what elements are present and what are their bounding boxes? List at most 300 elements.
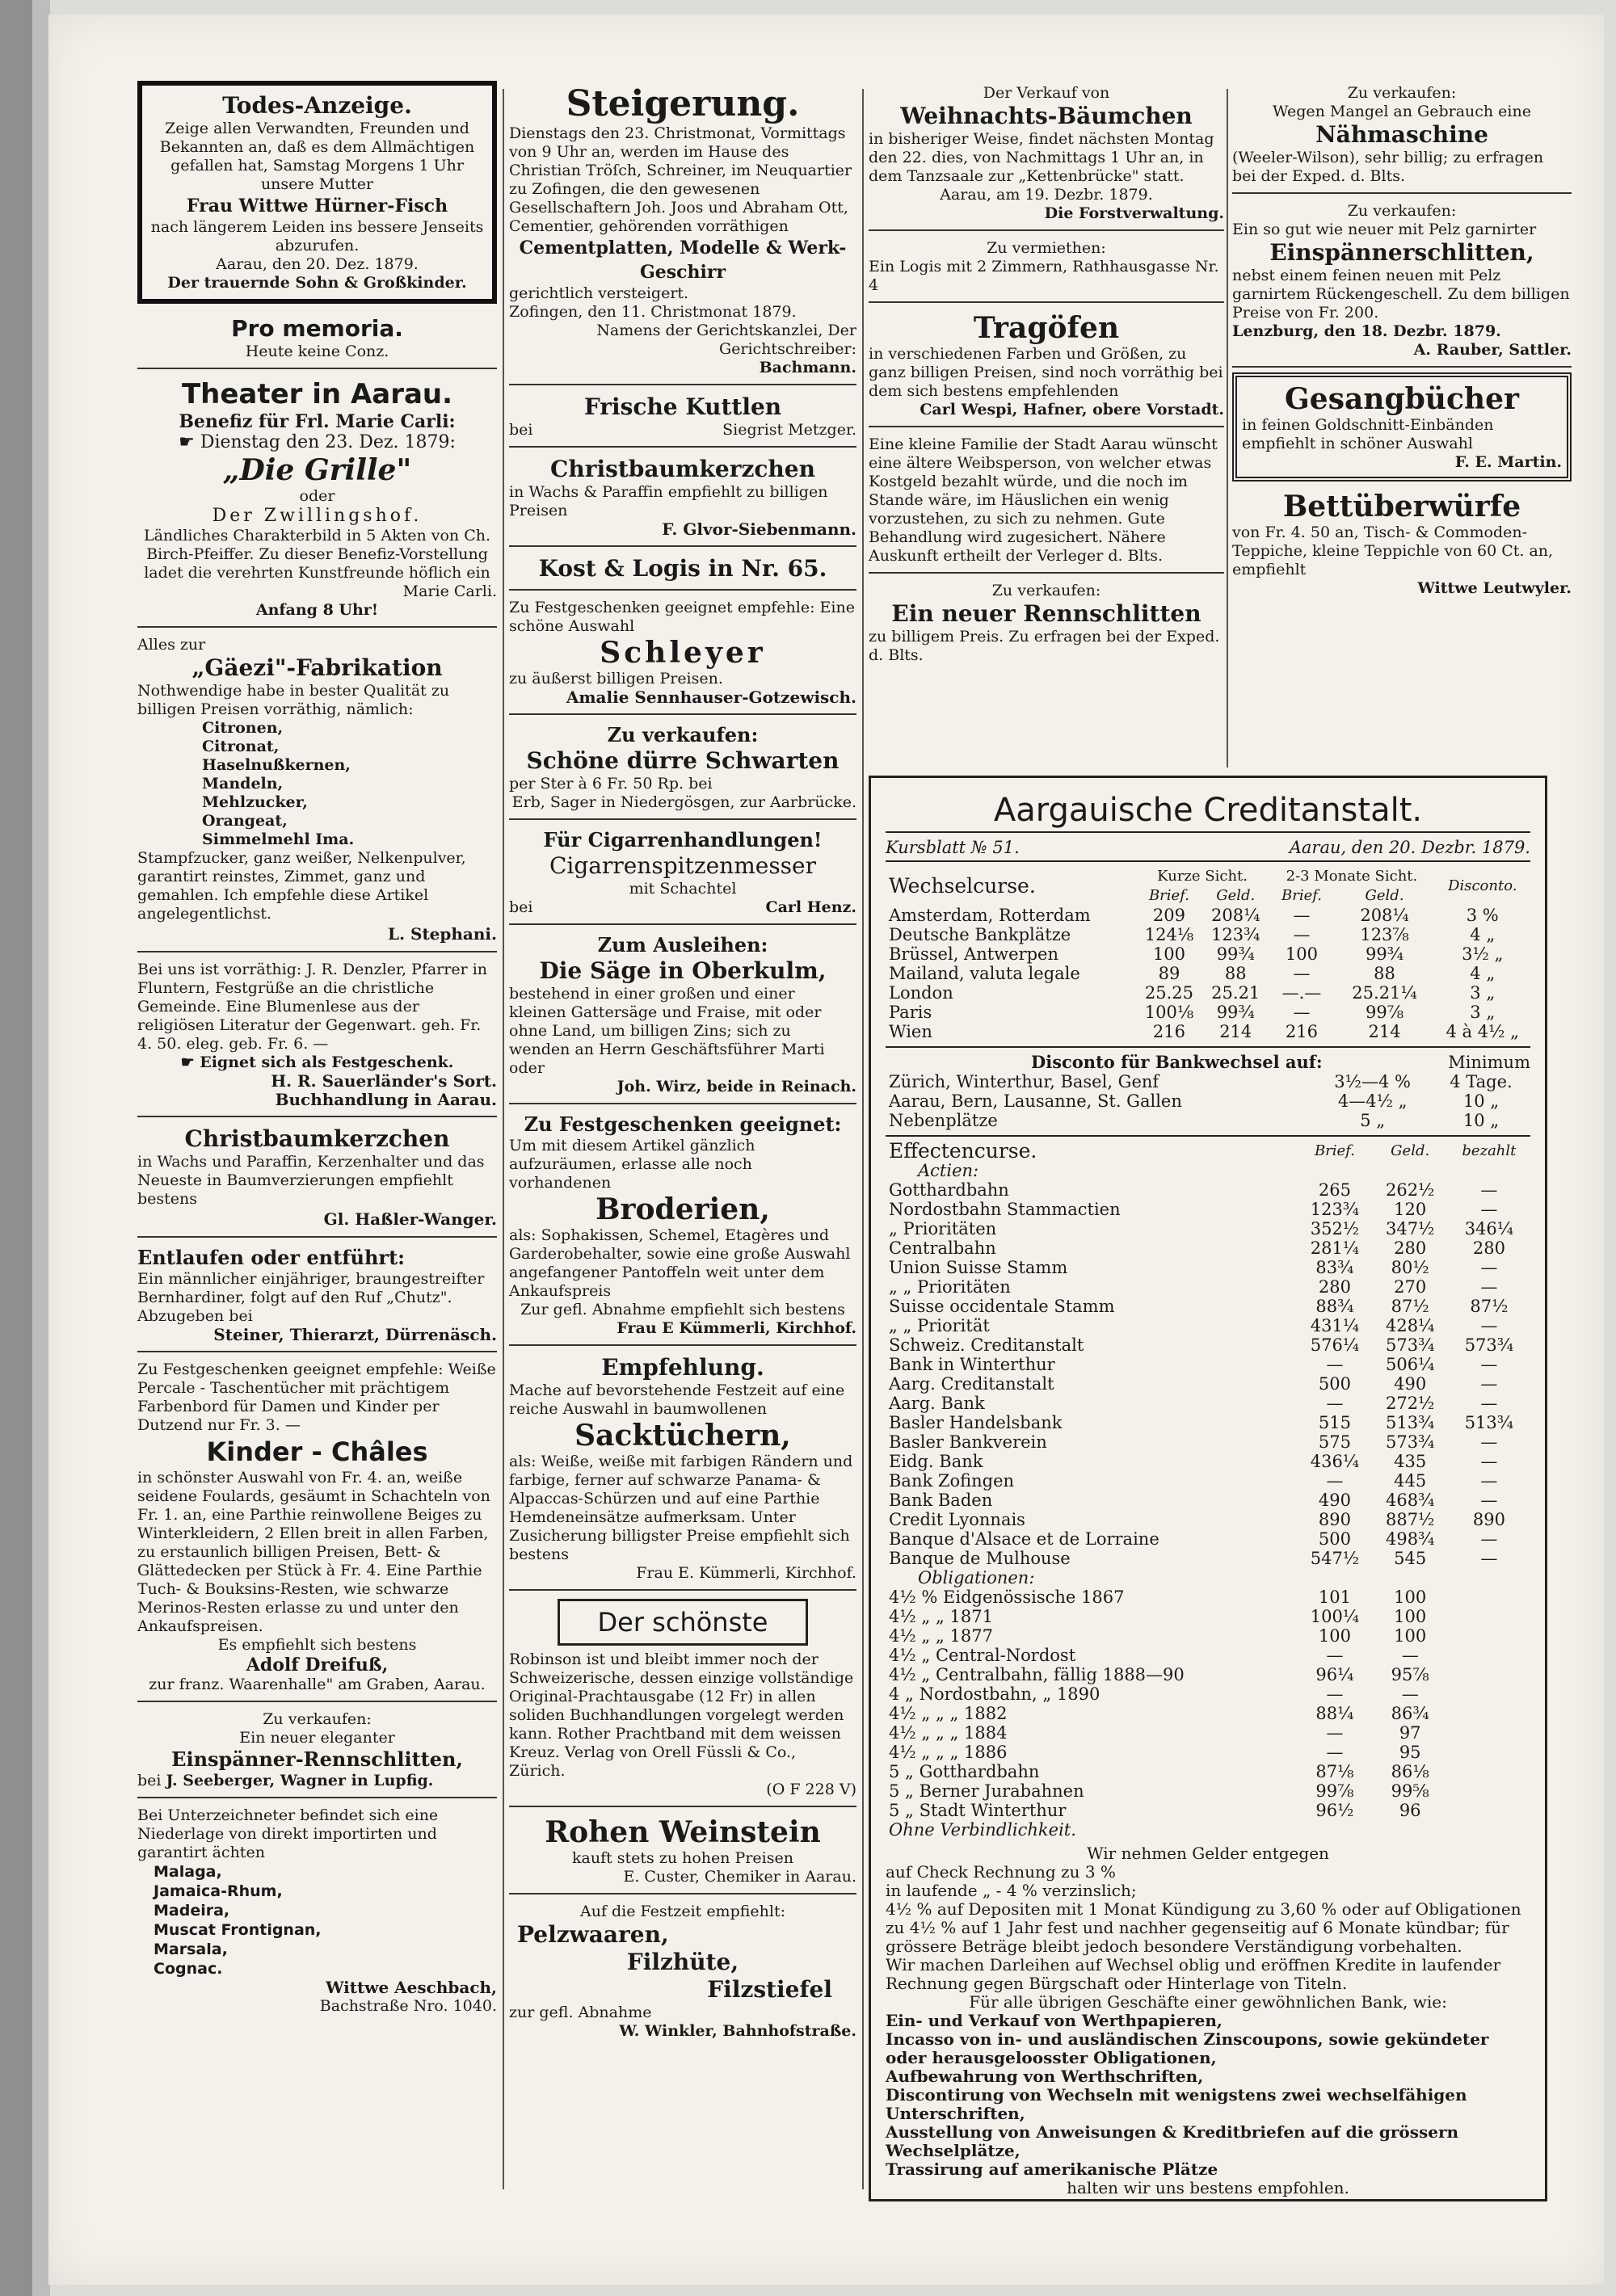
kuttlen-ad [509, 390, 856, 448]
death-notice-date: Aarau, den 20. Dez. 1879. [216, 255, 419, 273]
security-cell: Centralbahn [889, 1238, 996, 1258]
lost-dog-ad [137, 1243, 497, 1352]
kost-title: Kost & Logis in Nr. 65. [538, 555, 827, 582]
lodging-intro: Zu vermiethen: [987, 239, 1106, 257]
disconto-table [886, 1072, 1530, 1130]
column-rule [862, 89, 864, 2189]
security-cell: 4½ „ „ 1877 [889, 1626, 993, 1646]
price-cell: 280 [1394, 1238, 1427, 1258]
chales-note: Es empfiehlt sich bestens [217, 1636, 417, 1654]
slabs-title: Schöne dürre Schwarten [526, 747, 840, 774]
rate-cell: 4 Tage. [1450, 1072, 1513, 1091]
price-cell: 96¼ [1315, 1665, 1354, 1684]
rate-cell: 99⅞ [1366, 1003, 1404, 1022]
security-cell: 4½ % Eidgenössische 1867 [889, 1587, 1125, 1607]
cigar-title: Für Cigarrenhandlungen! [543, 828, 823, 852]
sewing-text: Wegen Mangel an Gebrauch eine [1272, 103, 1531, 120]
list-item: Orangeat, [202, 812, 288, 830]
slabs-text: per Ster à 6 Fr. 50 Rp. bei [509, 775, 713, 793]
pro-memoria-text: Heute keine Conz. [245, 343, 389, 360]
pro-memoria-title: Pro memoria. [231, 315, 403, 342]
kuttlen-title: Frische Kuttlen [583, 393, 782, 420]
auction-text: Dienstags den 23. Christmonat, Vormittags von 9 Uhr an, werden im Hause des Christian Tröſch, Schreiner, im Neuquartier zu Zofingen, die den gewesenen Gesellschaftern Joh. Joos und Abraham Ott, Cementier, gehörenden vorräthigen [509, 124, 852, 235]
price-cell: 513¾ [1464, 1413, 1514, 1432]
list-item: Marsala, [154, 1941, 228, 1958]
credit-date: Aarau, den 20. Dezbr. 1879. [1289, 838, 1530, 857]
effecten-head: Effectencurse. [889, 1139, 1037, 1163]
security-cell: Bank Baden [889, 1491, 993, 1510]
recommend-text: Mache auf bevorstehende Festzeit auf eine reiche Auswahl in baumwollenen [509, 1381, 845, 1418]
price-cell: 100 [1394, 1607, 1427, 1626]
table-row [886, 1180, 1530, 1200]
kost-ad [509, 552, 856, 591]
auction-items: Cementplatten, Modelle & Werk-Geschirr [519, 238, 847, 283]
rate-cell: — [1293, 1003, 1311, 1022]
table-row [886, 1607, 1530, 1626]
gaezi-text: Nothwendige habe in bester Qualität zu billigen Preisen vorräthig, nämlich: [137, 682, 450, 718]
price-cell [1448, 1781, 1530, 1801]
footer-line: 4½ % auf Depositen mit 1 Monat Kündigung zu 3,60 % oder auf Obligationen zu 4½ % auf 1 Jahr fest und nachher gegenseitig auf 6 Monate kündbar; für grössere Beträge bleibt jedoch besondere Verständigung vorbehalten. [886, 1899, 1521, 1956]
sleigh-ad [137, 1707, 497, 1798]
theater-date-line [137, 432, 497, 453]
denzler-note: Eignet sich als Festgeschenk. [200, 1053, 454, 1071]
tartar-signature: E. Custer, Chemiker in Aarau. [623, 1868, 856, 1886]
price-cell: — [1326, 1646, 1344, 1665]
price-cell: 887½ [1385, 1510, 1435, 1529]
column-1 [137, 81, 497, 2027]
price-cell: 87⅛ [1315, 1762, 1354, 1781]
slabs-signature: Erb, Sager in Niedergösgen, zur Aarbrücke. [511, 793, 856, 811]
place-cell: Wien [889, 1022, 932, 1041]
sewing-ad [1232, 81, 1572, 194]
column-header: bezahlt [1462, 1142, 1517, 1159]
saw-title: Die Säge in Oberkulm, [539, 957, 827, 984]
security-cell: Nordostbahn Stammactien [889, 1200, 1121, 1219]
theater-play: „Die Grille" [222, 453, 412, 487]
chales-title: Kinder - Châles [206, 1436, 428, 1467]
sleigh2-ad [1232, 199, 1572, 368]
column-2 [509, 81, 856, 2052]
price-cell [1448, 1587, 1530, 1607]
place-cell: Mailand, valuta legale [889, 964, 1080, 983]
saw-signature: Joh. Wirz, beide in Reinach. [617, 1078, 856, 1095]
footer-line: auf Check Rechnung zu 3 % [886, 1862, 1116, 1882]
lost-dog-title: Entlaufen oder entführt: [137, 1246, 406, 1269]
credit-bulletin [869, 776, 1547, 2201]
security-cell: 4½ „ Centralbahn, fällig 1888—90 [889, 1665, 1185, 1684]
trees-date: Aarau, am 19. Dezbr. 1879. [940, 186, 1153, 204]
hymnals-ad [1232, 372, 1572, 481]
embroidery-title: Broderien, [595, 1192, 770, 1226]
rate-cell: 124⅛ [1144, 925, 1194, 944]
list-item: Simmelmehl Ima. [202, 831, 355, 848]
place-cell: Amsterdam, Rotterdam [889, 906, 1091, 925]
security-cell: Bank Zofingen [889, 1471, 1015, 1491]
price-cell [1448, 1704, 1530, 1723]
column-header: Brief. [1148, 887, 1189, 904]
cigar-text: mit Schachtel [629, 880, 737, 898]
price-cell: 428¼ [1385, 1316, 1435, 1335]
column-4 [1232, 81, 1572, 609]
denzler-text: Bei uns ist vorräthig: J. R. Denzler, Pfarrer in Fluntern, Festgrüße an die christliche Gemeinde. Eine Blumenlese aus der religiösen Literatur der Gegenwart. geh. Fr. 4. 50. eleg. geb. Fr. 6. — [137, 961, 488, 1053]
gaezi-items [137, 719, 497, 849]
disconto-head-line [886, 1053, 1530, 1072]
price-cell: 99⅝ [1391, 1781, 1429, 1801]
candles-signature: Gl. Haßler-Wanger. [323, 1209, 497, 1229]
list-item: Citronen, [202, 719, 284, 737]
trees-intro: Der Verkauf von [983, 84, 1110, 102]
theater-date: Dienstag den 23. Dez. 1879: [200, 432, 456, 452]
gaezi-ad [137, 633, 497, 952]
rate-cell: 3 „ [1470, 1003, 1496, 1022]
robinson-text: Robinson ist und bleibt immer noch der Schweizerische, dessen einzige vollständige Original-Prachtausgabe (12 Fr) in allen soliden Buchhandlungen vorgelegt werden kann. Rother Prachtband mit dem weissen Kreuz. Verlag von Orell Füssli & Co., Zürich. [509, 1651, 854, 1780]
table-row [886, 1549, 1530, 1568]
price-cell: — [1326, 1723, 1344, 1743]
security-cell: 5 „ Stadt Winterthur [889, 1801, 1067, 1820]
table-row [886, 1335, 1530, 1355]
embroidery-text2: als: Sophakissen, Schemel, Etagères und Garderobehalter, sowie eine große Auswahl angefangener Pantoffeln weit unter dem Ankaufspreis [509, 1226, 851, 1300]
sleigh-text: Ein neuer eleganter [239, 1729, 395, 1747]
footer-line: Incasso von in- und ausländischen Zinscoupons, sowie gekündeter oder herausgeloosster Obligationen, [886, 2029, 1489, 2067]
table-row [886, 1781, 1530, 1801]
trees-signature: Die Forstverwaltung. [1044, 204, 1224, 222]
bedcovers-ad [1232, 486, 1572, 604]
price-cell: — [1480, 1200, 1498, 1219]
rate-cell: 208¼ [1360, 906, 1409, 925]
veil-text: zu äußerst billigen Preisen. [509, 670, 723, 688]
tartar-title: Rohen Weinstein [545, 1815, 821, 1849]
security-cell: „ „ Prioritäten [889, 1277, 1011, 1297]
sleigh-title: Einspänner-Rennschlitten, [171, 1747, 463, 1771]
sleigh-signature: J. Seeberger, Wagner in Lupfig. [166, 1772, 434, 1789]
price-cell: 100 [1394, 1587, 1427, 1607]
divider [886, 1135, 1530, 1137]
price-cell: 500 [1318, 1374, 1351, 1394]
table-row [886, 1355, 1530, 1374]
rate-cell: 216 [1285, 1022, 1319, 1041]
price-cell: 280 [1318, 1277, 1351, 1297]
price-cell: 100¼ [1310, 1607, 1360, 1626]
price-cell: — [1326, 1684, 1344, 1704]
security-cell: „ Prioritäten [889, 1219, 997, 1238]
price-cell: 87½ [1391, 1297, 1429, 1316]
place-cell: Zürich, Winterthur, Basel, Genf [889, 1072, 1159, 1091]
price-cell [1448, 1646, 1530, 1665]
price-cell [1448, 1801, 1530, 1820]
cigar-bei: bei [509, 898, 533, 916]
price-cell: 83¾ [1315, 1258, 1354, 1277]
table-row [886, 1704, 1530, 1723]
auction-signature: Namens der Gerichtskanzlei, Der Gerichtschreiber: [596, 322, 856, 358]
price-cell: — [1480, 1180, 1498, 1200]
rate-cell: 4 à 4½ „ [1446, 1022, 1520, 1041]
place-cell: Nebenplätze [889, 1111, 998, 1130]
sewing-intro: Zu verkaufen: [1347, 84, 1457, 102]
chales-address: zur franz. Waarenhalle" am Graben, Aarau. [149, 1676, 486, 1693]
price-cell: — [1480, 1394, 1498, 1413]
footer-line: Ausstellung von Anweisungen & Kreditbriefen auf die grössern Wechselplätze, [886, 2122, 1459, 2160]
theater-subtitle: Der Zwillingshof. [212, 506, 423, 526]
sleigh-sig-line [137, 1772, 497, 1790]
price-cell: 270 [1394, 1277, 1427, 1297]
sleigh2-title: Einspännerschlitten, [1269, 239, 1534, 266]
price-cell: 515 [1318, 1413, 1351, 1432]
price-cell: 100 [1394, 1626, 1427, 1646]
footer-line: Trassirung auf amerikanische Plätze [886, 2159, 1218, 2179]
slabs-ad [509, 720, 856, 820]
table-row [886, 1626, 1530, 1646]
rate-cell: 10 „ [1462, 1091, 1500, 1111]
rate-cell: 25.25 [1144, 983, 1194, 1003]
security-cell: 4½ „ „ „ 1886 [889, 1743, 1008, 1762]
table-row [886, 1200, 1530, 1219]
wechsel-head: Wechselcurse. [889, 874, 1036, 898]
chales-text: in schönster Auswahl von Fr. 4. an, weiße seidene Foulards, gesäumt in Schachteln von Fr. 1. an, eine Parthie reinwollene Beiges zu Winterkleidern, 2 Ellen breit in allen Farben, zu erstaunlich billigen Preisen, Bett- & Glättedecken per Stück à Fr. 4. Eine Parthie Tuch- & Bouksins-Resten, wie schwarze Merinos-Resten erlasse zu und unter den Ankaufspreisen. [137, 1469, 490, 1635]
death-notice-name: Frau Wittwe Hürner-Fisch [186, 196, 448, 217]
footer-line: Wir nehmen Gelder entgegen [1087, 1844, 1329, 1863]
rate-cell: — [1293, 906, 1311, 925]
price-cell: — [1480, 1471, 1498, 1491]
trees-title: Weihnachts-Bäumchen [900, 103, 1193, 129]
price-cell: 573¾ [1385, 1335, 1435, 1355]
death-notice-text: Zeige allen Verwandten, Freunden und Bekannten an, daß es dem Allmächtigen gefallen hat, Samstag Morgens 1 Uhr unsere Mutter [159, 120, 475, 193]
sleigh2-signature: A. Rauber, Sattler. [1413, 341, 1572, 359]
column-header: 2-3 Monate Sicht. [1286, 868, 1418, 885]
saw-ad [509, 930, 856, 1104]
saw-intro: Zum Ausleihen: [597, 933, 768, 957]
cigar-title2: Cigarrenspitzenmesser [549, 852, 817, 879]
price-cell: 575 [1318, 1432, 1351, 1452]
pointing-hand-icon: ☛ [179, 432, 200, 452]
column-header: Brief. [1314, 1142, 1355, 1159]
stoves-title: Tragöfen [973, 311, 1120, 345]
table-row [886, 1491, 1530, 1510]
table-row [886, 1297, 1530, 1316]
security-cell: Basler Handelsbank [889, 1413, 1063, 1432]
column-rule [1227, 89, 1228, 767]
security-cell: Aarg. Creditanstalt [889, 1374, 1054, 1394]
table-row [886, 1374, 1530, 1394]
rate-cell: 209 [1152, 906, 1185, 925]
table-row [886, 1394, 1530, 1413]
table-row [886, 1413, 1530, 1432]
auction-date: Zofingen, den 11. Christmonat 1879. [509, 303, 797, 321]
column-header: Geld. [1391, 1142, 1430, 1159]
price-cell: — [1480, 1277, 1498, 1297]
table-row [886, 1003, 1530, 1022]
table-row [886, 1022, 1530, 1041]
security-cell: 4½ „ Central-Nordost [889, 1646, 1076, 1665]
table-row [886, 1432, 1530, 1452]
table-row [886, 906, 1530, 925]
price-cell: 280 [1472, 1238, 1505, 1258]
table-row [886, 1219, 1530, 1238]
price-cell: 101 [1318, 1587, 1351, 1607]
list-item: Mehlzucker, [202, 793, 308, 811]
candles2-ad [509, 452, 856, 547]
column-header: Kurze Sicht. [1157, 868, 1248, 885]
security-cell: 5 „ Berner Jurabahnen [889, 1781, 1084, 1801]
list-item: Cognac. [154, 1960, 223, 1978]
price-cell: 890 [1318, 1510, 1351, 1529]
credit-kursblatt: Kursblatt № 51. [886, 838, 1020, 857]
price-cell: 890 [1472, 1510, 1505, 1529]
rate-cell: 99¾ [1216, 944, 1255, 964]
theater-start: Anfang 8 Uhr! [255, 601, 379, 619]
rate-cell: 89 [1158, 964, 1180, 983]
denzler-signature: H. R. Sauerländer's Sort. Buchhandlung in Aarau. [271, 1071, 497, 1109]
price-cell: 352½ [1310, 1219, 1360, 1238]
auction-ad [509, 81, 856, 385]
list-item: Citronat, [202, 738, 280, 755]
price-cell [1448, 1762, 1530, 1781]
price-cell: 445 [1394, 1471, 1427, 1491]
list-item: Madeira, [154, 1902, 230, 1920]
price-cell: 86⅛ [1391, 1762, 1429, 1781]
place-cell: Brüssel, Antwerpen [889, 944, 1059, 964]
footer-line: Discontirung von Wechseln mit wenigstens zwei wechselfähigen Unterschriften, [886, 2085, 1467, 2123]
theater-title: Theater in Aarau. [181, 378, 453, 410]
rate-cell: 216 [1152, 1022, 1185, 1041]
sleigh2-date: Lenzburg, den 18. Dezbr. 1879. [1232, 322, 1501, 340]
table-row [886, 1646, 1530, 1665]
price-cell [1448, 1684, 1530, 1704]
trees-ad [869, 81, 1224, 231]
chales-intro: Zu Festgeschenken geeignet empfehle: Weiße Percale - Taschentücher mit prächtigem Farbenbord für Damen und Kinder per Dutzend nur Fr. 3. — [137, 1360, 496, 1434]
wines-ad [137, 1803, 497, 2022]
furs-ad [509, 1899, 856, 2047]
oblig-head: Obligationen: [918, 1568, 1035, 1587]
embroidery-text1: Um mit diesem Artikel gänzlich aufzuräumen, erlasse alle noch vorhandenen [509, 1137, 755, 1192]
column-3 [869, 81, 1224, 676]
pointing-hand-icon: ☛ [180, 1053, 200, 1071]
price-cell: 468¾ [1385, 1491, 1435, 1510]
security-cell: 4½ „ „ „ 1884 [889, 1723, 1008, 1743]
price-cell: 96 [1399, 1801, 1421, 1820]
sewing-title: Nähmaschine [1315, 121, 1488, 148]
security-cell: 4 „ Nordostbahn, „ 1890 [889, 1684, 1100, 1704]
price-cell: 100 [1318, 1626, 1351, 1646]
rate-cell: 3½—4 % [1334, 1072, 1412, 1091]
racer-text: zu billigem Preis. Zu erfragen bei der Exped. d. Blts. [869, 628, 1220, 664]
price-cell: 576¼ [1310, 1335, 1360, 1355]
price-cell: — [1480, 1374, 1498, 1394]
bedcovers-title: Bettüberwürfe [1282, 490, 1521, 524]
price-cell: 506¼ [1385, 1355, 1435, 1374]
column-rule [503, 89, 504, 2189]
recommend-title2: Sacktüchern, [574, 1419, 791, 1453]
disconto-head: Disconto für Bankwechsel auf: [1031, 1052, 1323, 1072]
slabs-intro: Zu verkaufen: [607, 723, 759, 746]
table-row [886, 1316, 1530, 1335]
column-header: Geld. [1216, 887, 1256, 904]
racer-ad [869, 578, 1224, 671]
price-cell: — [1326, 1355, 1344, 1374]
rate-cell: 3½ „ [1462, 944, 1504, 964]
table-row [886, 1587, 1530, 1607]
list-item: Jamaica-Rhum, [154, 1882, 283, 1900]
rate-cell: 25.21¼ [1352, 983, 1417, 1003]
gaezi-signature: L. Stephani. [388, 924, 497, 944]
price-cell: 97 [1399, 1723, 1421, 1743]
price-cell: 120 [1394, 1200, 1427, 1219]
binding-edge [32, 0, 50, 2296]
table-row [886, 1452, 1530, 1471]
table-row [886, 983, 1530, 1003]
veil-ad [509, 595, 856, 715]
theater-desc: Ländliches Charakterbild in 5 Akten von Ch. Birch-Pfeiffer. Zu dieser Benefiz-Vorstellung ladet die verehrten Kunstfreunde höflich ein [143, 527, 491, 582]
furs-intro: Auf die Festzeit empfiehlt: [579, 1903, 786, 1920]
effecten-table [886, 1139, 1530, 1840]
rate-cell: 214 [1219, 1022, 1252, 1041]
recommend-ad [509, 1351, 856, 1591]
table-row [886, 1072, 1530, 1091]
security-cell: Bank in Winterthur [889, 1355, 1055, 1374]
list-item: Malaga, [154, 1863, 222, 1881]
chales-ad [137, 1357, 497, 1702]
table-row [886, 1238, 1530, 1258]
cigar-signature: Carl Henz. [765, 898, 856, 916]
price-cell: 95 [1399, 1743, 1421, 1762]
recommend-title: Empfehlung. [601, 1354, 764, 1381]
wines-text: Bei Unterzeichneter befindet sich eine Niederlage von direkt importirten und garantirt ächten [137, 1806, 439, 1861]
footer-line: Wir machen Darleihen auf Wechsel oblig und eröffnen Kredite in laufender Rechnung gegen Bürgschaft oder Hinterlage von Titeln. [886, 1955, 1501, 1993]
sleigh2-text2: nebst einem feinen neuen mit Pelz garnirtem Rückengeschell. Zu dem billigen Preise von Fr. 200. [1232, 267, 1570, 322]
recommend-text2: als: Weiße, weiße mit farbigen Rändern und farbige, ferner auf schwarze Panama- & Alpaccas-Schürzen und auf eine Parthie Hemdeneinsätze aufmerksam. Unter Zusicherung billigster Preise empfiehlt sich bestens [509, 1453, 853, 1563]
list-item: Muscat Frontignan, [154, 1921, 322, 1939]
rate-cell: 100 [1285, 944, 1319, 964]
price-cell: — [1480, 1258, 1498, 1277]
price-cell: 498¾ [1385, 1529, 1435, 1549]
price-cell: — [1480, 1355, 1498, 1374]
recommend-signature: Frau E. Kümmerli, Kirchhof. [636, 1564, 856, 1582]
sleigh-bei: bei [137, 1772, 162, 1789]
table-row [886, 1743, 1530, 1762]
table-row [886, 1762, 1530, 1781]
racer-intro: Zu verkaufen: [991, 582, 1101, 599]
cigar-ad [509, 825, 856, 925]
place-cell: London [889, 983, 953, 1003]
rate-cell: 88 [1224, 964, 1247, 983]
bedcovers-text: von Fr. 4. 50 an, Tisch- & Commoden-Teppiche, kleine Teppichle von 60 Ct. an, empfiehlt [1232, 524, 1554, 578]
auction-text2: gerichtlich versteigert. [509, 284, 689, 302]
theater-ad [137, 374, 497, 628]
robinson-code: (O F 228 V) [766, 1781, 856, 1798]
disconto-min: Minimum [1448, 1053, 1530, 1072]
column-header: Geld. [1365, 887, 1404, 904]
table-row [886, 1277, 1530, 1297]
robinson-title: Der schönste [558, 1599, 808, 1646]
furs-title3: Filzstiefel [707, 1976, 832, 2003]
price-cell: — [1480, 1452, 1498, 1471]
price-cell: 272½ [1385, 1394, 1435, 1413]
price-cell: 88¼ [1315, 1704, 1354, 1723]
gaezi-title: „Gäezi"-Fabrikation [191, 654, 443, 681]
footer-line: in laufende „ - 4 % verzinslich; [886, 1881, 1137, 1900]
chales-signature: Adolf Dreifuß, [246, 1655, 389, 1676]
rate-cell: 123¾ [1211, 925, 1260, 944]
place-cell: Paris [889, 1003, 932, 1022]
rate-cell: 4 „ [1470, 925, 1496, 944]
rate-cell: — [1293, 964, 1311, 983]
security-cell: Banque d'Alsace et de Lorraine [889, 1529, 1159, 1549]
table-row [886, 1529, 1530, 1549]
death-notice-signature: Der trauernde Sohn & Großkinder. [167, 274, 467, 292]
price-cell: 490 [1394, 1374, 1427, 1394]
price-cell: 500 [1318, 1529, 1351, 1549]
price-cell: — [1480, 1491, 1498, 1510]
price-cell: 346¼ [1464, 1219, 1514, 1238]
